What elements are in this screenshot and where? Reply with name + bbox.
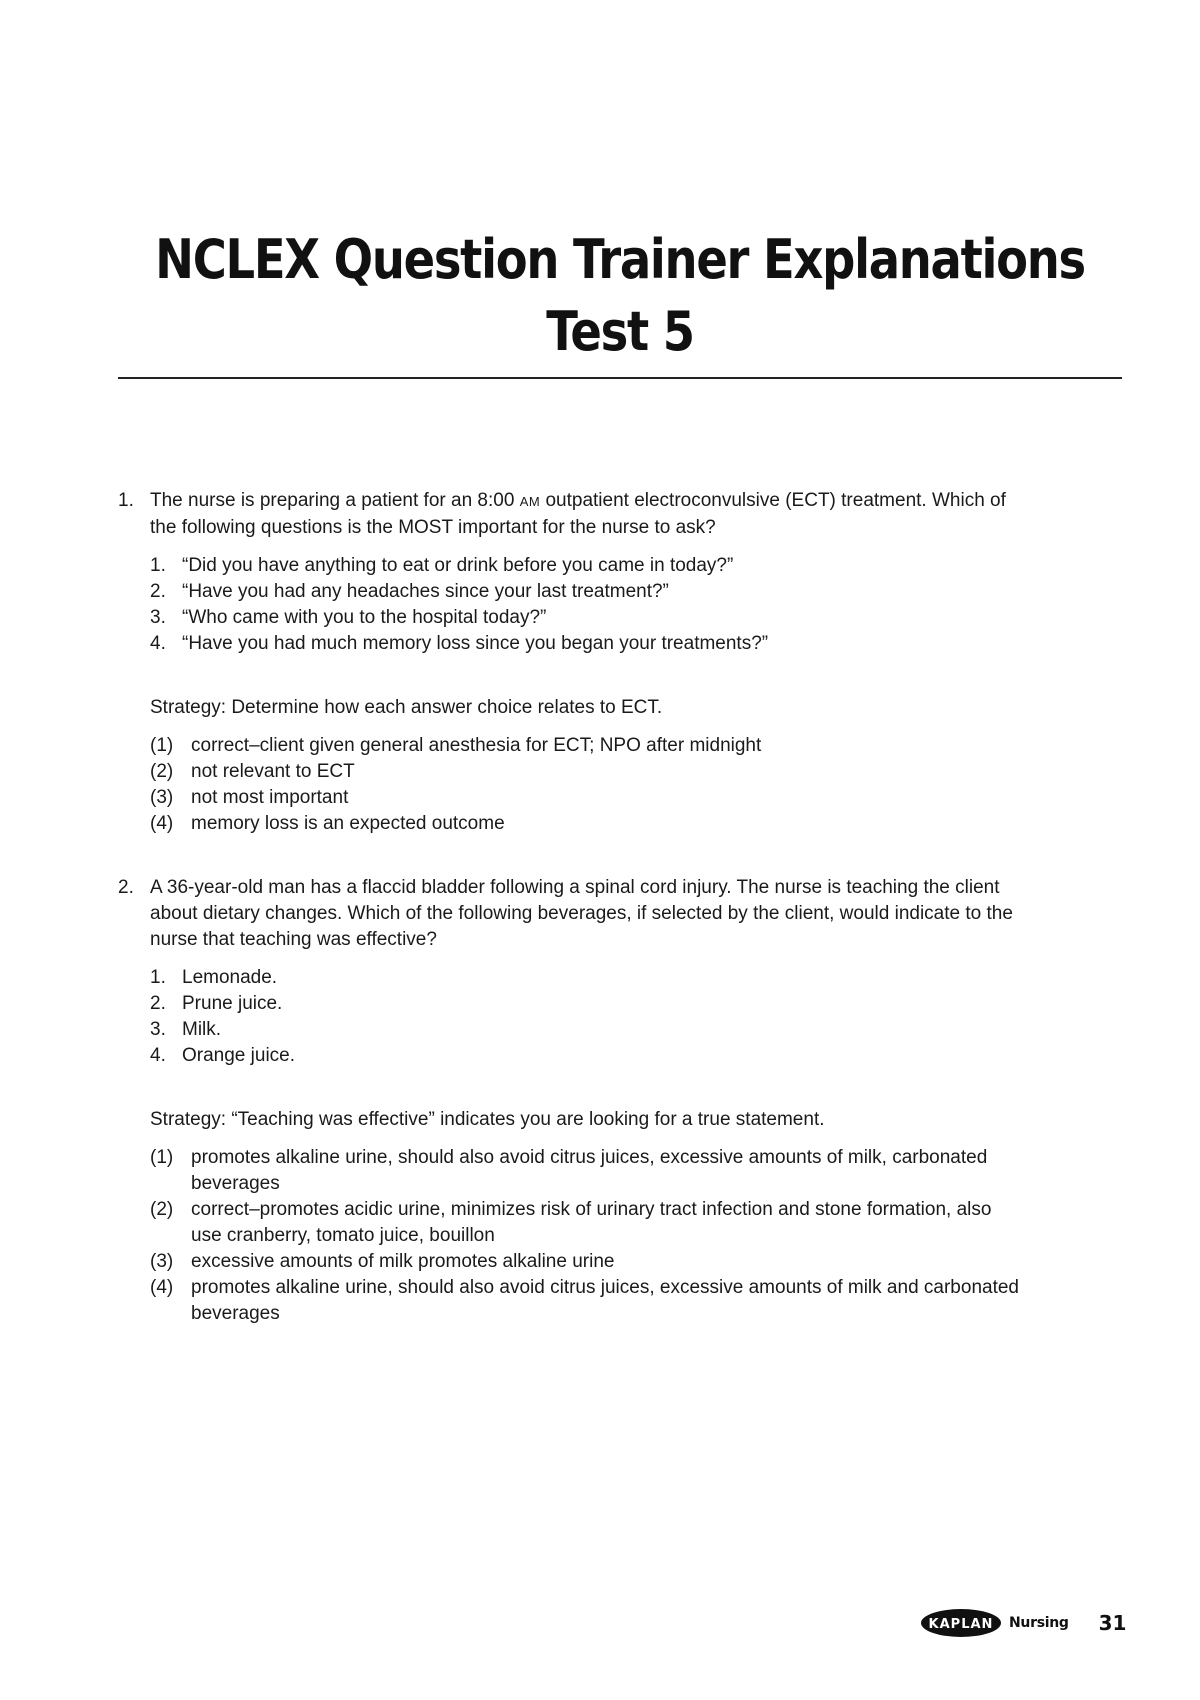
choice-item	[150, 965, 1118, 991]
answer-choices	[150, 965, 1118, 1069]
choice-item	[150, 553, 1118, 579]
choice-item	[150, 991, 1118, 1017]
explanation-item	[150, 759, 1021, 785]
kaplan-logo	[920, 1608, 1002, 1638]
choice-text: Prune juice.	[182, 993, 283, 1014]
stem-text-part1: The nurse is preparing a patient for an 8:00	[150, 490, 515, 511]
choice-item	[150, 1017, 1118, 1043]
explanation-number: (2)	[150, 761, 174, 782]
stem-am-marker: AM	[519, 494, 541, 509]
choice-text: “Have you had any headaches since your last treatment?”	[182, 581, 669, 602]
page-subtitle: Test 5	[546, 300, 694, 363]
explanation-text: promotes alkaline urine, should also avoid citrus juices, excessive amounts of milk and carbonated beverages	[191, 1277, 1019, 1324]
brand-word: Nursing	[1009, 1615, 1069, 1631]
choice-text: “Did you have anything to eat or drink before you came in today?”	[182, 555, 734, 576]
strategy-text: Strategy: “Teaching was effective” indicates you are looking for a true statement.	[150, 1109, 825, 1130]
choice-item	[150, 605, 1118, 631]
page-number: 31	[1098, 1611, 1127, 1635]
choice-number: 2.	[150, 581, 166, 602]
explanation-item	[150, 785, 1021, 811]
explanation-text: memory loss is an expected outcome	[191, 813, 505, 834]
choice-item	[150, 631, 1118, 657]
answer-choices	[150, 553, 1118, 657]
choice-number: 4.	[150, 633, 166, 654]
answer-explanations	[150, 1145, 1118, 1327]
choice-text: Milk.	[182, 1019, 222, 1040]
question-text	[150, 488, 1020, 541]
explanation-text: not relevant to ECT	[191, 761, 355, 782]
choice-text: “Who came with you to the hospital today?”	[182, 607, 547, 628]
explanation-number: (4)	[150, 813, 174, 834]
explanation-text: not most important	[191, 787, 349, 808]
logo-text: KAPLAN	[928, 1617, 994, 1632]
explanation-item	[150, 1249, 1021, 1275]
choice-number: 4.	[150, 1045, 166, 1066]
choice-number: 3.	[150, 1019, 166, 1040]
explanation-item	[150, 1197, 1021, 1249]
page-footer	[920, 1606, 1126, 1640]
explanation-number: (1)	[150, 1147, 174, 1168]
explanation-number: (2)	[150, 1199, 174, 1220]
question-number: 1.	[118, 490, 134, 511]
choice-number: 1.	[150, 967, 166, 988]
choice-text: Orange juice.	[182, 1045, 296, 1066]
question-number: 2.	[118, 877, 134, 898]
choice-item	[150, 579, 1118, 605]
explanation-text: excessive amounts of milk promotes alkaline urine	[191, 1251, 615, 1272]
stem-text-part2: outpatient electroconvulsive (ECT) treatment. Which of the following questions is the MOST important for the nurse to ask?	[150, 490, 1006, 538]
choice-number: 3.	[150, 607, 166, 628]
answer-explanations	[150, 733, 1118, 837]
choice-text: “Have you had much memory loss since you began your treatments?”	[182, 633, 769, 654]
explanation-item	[150, 1275, 1021, 1327]
explanation-item	[150, 811, 1021, 837]
strategy-text: Strategy: Determine how each answer choice relates to ECT.	[150, 697, 663, 718]
page-title: NCLEX Question Trainer Explanations	[155, 228, 1085, 291]
question-text: A 36-year-old man has a flaccid bladder following a spinal cord injury. The nurse is teaching the client about dietary changes. Which of the following beverages, if selected by the client, would indicate to the nurse that teaching was effective?	[150, 877, 1013, 950]
explanation-number: (3)	[150, 787, 174, 808]
choice-number: 1.	[150, 555, 166, 576]
question-2	[118, 875, 1118, 1327]
explanation-item	[150, 1145, 1021, 1197]
choice-item	[150, 1043, 1118, 1069]
explanation-text: promotes alkaline urine, should also avoid citrus juices, excessive amounts of milk, carbonated beverages	[191, 1147, 988, 1194]
explanation-number: (1)	[150, 735, 174, 756]
question-stem	[118, 488, 1118, 541]
question-stem	[118, 875, 1118, 953]
title-divider	[118, 377, 1122, 379]
explanation-text: correct–promotes acidic urine, minimizes risk of urinary tract infection and stone formation, also use cranberry, tomato juice, bouillon	[191, 1199, 992, 1246]
explanation-number: (3)	[150, 1251, 174, 1272]
explanation-text: correct–client given general anesthesia for ECT; NPO after midnight	[191, 735, 762, 756]
question-1	[118, 488, 1118, 837]
choice-number: 2.	[150, 993, 166, 1014]
explanation-number: (4)	[150, 1277, 174, 1298]
choice-text: Lemonade.	[182, 967, 278, 988]
explanation-item	[150, 733, 1021, 759]
